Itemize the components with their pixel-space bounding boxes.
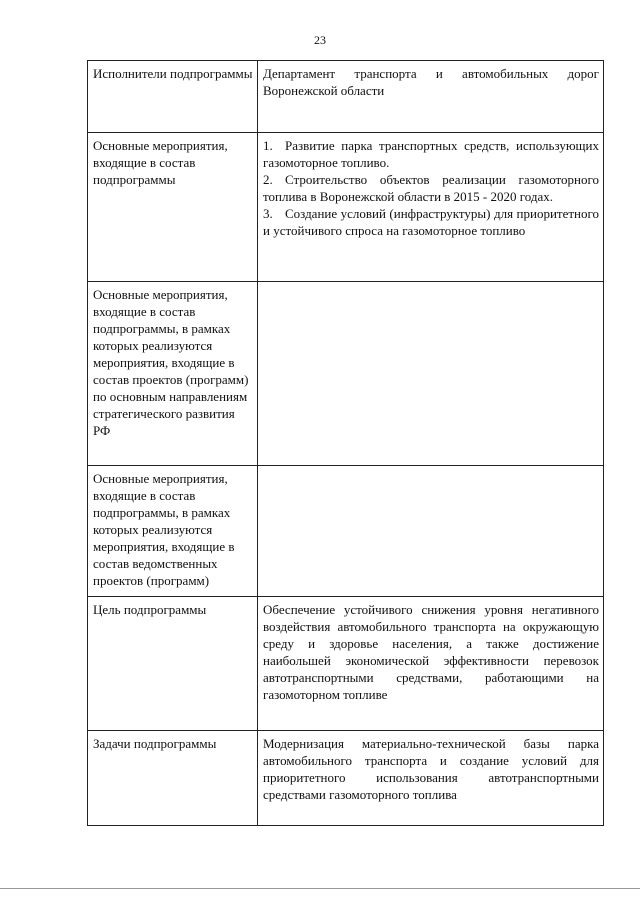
- scan-bottom-edge: [0, 888, 640, 889]
- row-value-executors: Департамент транспорта и автомобильных дорог Воронежской области: [258, 61, 604, 133]
- row-label-main-activities: Основные мероприятия, входящие в состав подпрограммы: [88, 133, 258, 282]
- row-value-departmental-activities: [258, 466, 604, 597]
- row-label-goal: Цель подпрограммы: [88, 597, 258, 731]
- page-number: 23: [314, 33, 326, 47]
- row-label-executors: Исполнители подпрограммы: [88, 61, 258, 133]
- list-item-number: 1.: [263, 138, 273, 153]
- list-item: [263, 137, 599, 171]
- list-item-text: Строительство объектов реализации газомоторного топлива в Воронежской области в 2015 - 2020 годах.: [263, 172, 599, 204]
- list-item-text: Создание условий (инфраструктуры) для приоритетного и устойчивого спроса на газомоторное топливо: [263, 206, 599, 238]
- row-value-tasks: Модернизация материально-технической базы парка автомобильного транспорта и создание условий для приоритетного использования автотранспортными средствами газомоторного топлива: [258, 731, 604, 826]
- subprogram-passport-table: [87, 60, 604, 826]
- list-item-number: 3.: [263, 206, 273, 221]
- table-row: [88, 133, 604, 282]
- list-item: [263, 171, 599, 205]
- row-value-strategic-activities: [258, 282, 604, 466]
- list-item-text: Развитие парка транспортных средств, использующих газомоторное топливо.: [263, 138, 599, 170]
- list-item-number: 2.: [263, 172, 273, 187]
- row-value-main-activities: [258, 133, 604, 282]
- list-item: [263, 205, 599, 239]
- table-row: [88, 61, 604, 133]
- table-row: [88, 597, 604, 731]
- row-label-strategic-activities: Основные мероприятия, входящие в состав подпрограммы, в рамках которых реализуются мероприятия, входящие в состав проектов (программ) по основным направлениям стратегического развития РФ: [88, 282, 258, 466]
- table-row: [88, 731, 604, 826]
- table-row: [88, 282, 604, 466]
- row-label-departmental-activities: Основные мероприятия, входящие в состав подпрограммы, в рамках которых реализуются мероприятия, входящие в состав ведомственных проектов (программ): [88, 466, 258, 597]
- row-label-tasks: Задачи подпрограммы: [88, 731, 258, 826]
- table-row: [88, 466, 604, 597]
- row-value-goal: Обеспечение устойчивого снижения уровня негативного воздействия автомобильного транспорта на окружающую среду и здоровье населения, а также достижение наибольшей экономической эффективности перевозок автотранспортными средствами, работающими на газомоторном топливе: [258, 597, 604, 731]
